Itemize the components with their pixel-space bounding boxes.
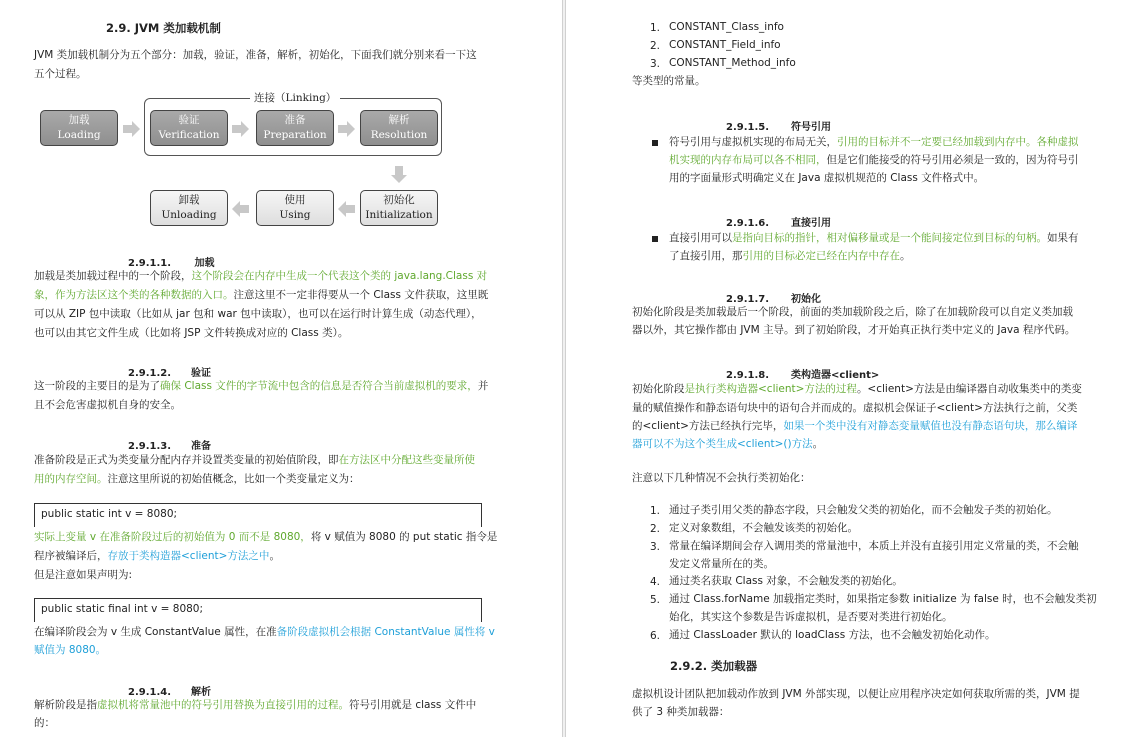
- paragraph-line: 虚拟机设计团队把加载动作放到 JVM 外部实现，以便让应用程序决定如何获取所需的类，JVM 提: [632, 688, 1080, 700]
- node-using: [256, 190, 334, 226]
- arrow-right-icon: [338, 121, 356, 137]
- node-unloading: [150, 190, 228, 226]
- node-loading: [40, 110, 118, 146]
- list-item: 1.: [650, 22, 661, 34]
- intro-line-1: JVM 类加载机制分为五个部分：加载，验证，准备，解析，初始化，下面我们就分别来看一下这: [34, 49, 477, 61]
- arrow-right-icon: [232, 121, 250, 137]
- list-item-text: 通过子类引用父类的静态字段，只会触发父类的初始化，而不会触发子类的初始化。: [669, 504, 1058, 516]
- paragraph-line: 这一阶段的主要目的是为了确保 Class 文件的字节流中包含的信息是否符合当前虚拟机的要求，并: [34, 380, 489, 392]
- paragraph-line: 用的字面量形式明确定义在 Java 虚拟机规范的 Class 文件格式中。: [669, 172, 985, 184]
- arrow-left-icon: [338, 201, 356, 217]
- section-title: 2.9. JVM 类加载机制: [106, 21, 221, 35]
- heading-number: 2.9.1.1.: [128, 258, 172, 269]
- list-item-text: 通过类名获取 Class 对象，不会触发类的初始化。: [669, 575, 903, 587]
- list-item: 3.: [650, 58, 661, 70]
- list-item: 1.: [650, 505, 661, 517]
- node-unloading-zh: 卸载: [178, 194, 200, 206]
- heading-class-loader: 2.9.2. 类加载器: [670, 659, 758, 673]
- paragraph-line: 解析阶段是指虚拟机将常量池中的符号引用替换为直接引用的过程。符号引用就是 class 文件中: [34, 699, 477, 711]
- paragraph-line: 加载是类加载过程中的一个阶段，这个阶段会在内存中生成一个代表这个类的 java.lang.Class 对: [34, 270, 488, 282]
- list-item: 2.: [650, 40, 661, 52]
- paragraph-line: 初始化阶段是类加载最后一个阶段，前面的类加载阶段之后，除了在加载阶段可以自定义类加载: [632, 306, 1073, 318]
- code-text: public static int v = 8080;: [41, 508, 178, 520]
- arrow-right-icon: [123, 121, 141, 137]
- heading-direct-reference: 2.9.1.6. 直接引用: [726, 218, 832, 229]
- node-using-zh: 使用: [284, 194, 306, 206]
- code-block: [34, 598, 482, 622]
- heading-initialization: 2.9.1.7. 初始化: [726, 294, 822, 305]
- paragraph-line: 的：: [34, 717, 55, 729]
- node-resolution: [360, 110, 438, 146]
- heading-title: 加载: [194, 258, 215, 269]
- arrow-left-icon: [232, 201, 250, 217]
- node-preparation-en: Preparation: [263, 129, 327, 141]
- heading-preparation: 2.9.1.3. 准备: [128, 441, 212, 452]
- node-using-en: Using: [279, 209, 311, 221]
- list-item-text: 定义对象数组，不会触发该类的初始化。: [669, 522, 858, 534]
- heading-resolution: 2.9.1.4. 解析: [128, 687, 212, 698]
- node-initialization-zh: 初始化: [383, 194, 415, 206]
- node-preparation-zh: 准备: [284, 114, 306, 126]
- heading-verification: 2.9.1.2. 验证: [128, 368, 212, 379]
- paragraph-line: 直接引用可以是指向目标的指针，相对偏移量或是一个能间接定位到目标的句柄。如果有: [669, 232, 1079, 244]
- node-loading-en: Loading: [57, 129, 101, 141]
- list-item-text-cont: 始化，其实这个参数是告诉虚拟机，是否要对类进行初始化。: [669, 611, 953, 623]
- arrow-down-icon: [391, 166, 407, 184]
- linking-label: 连接（Linking）: [250, 90, 340, 105]
- paragraph-line: 实际上变量 v 在准备阶段过后的初始值为 0 而不是 8080，将 v 赋值为 8080 的 put static 指令是: [34, 531, 498, 543]
- paragraph-line: 但是注意如果声明为:: [34, 569, 133, 581]
- paragraph-line: 等类型的常量。: [632, 75, 706, 87]
- paragraph-line: 机实现的内存布局可以各不相同，但是它们能接受的符号引用必须是一致的，因为符号引: [669, 154, 1079, 166]
- list-item: 5.: [650, 594, 661, 606]
- bullet-icon: [652, 140, 658, 146]
- list-item: 4.: [650, 576, 661, 588]
- paragraph-line: 赋值为 8080。: [34, 644, 107, 656]
- node-resolution-zh: 解析: [388, 114, 410, 126]
- paragraph-line: 准备阶段是正式为类变量分配内存并设置类变量的初始值阶段，即在方法区中分配这些变量所使: [34, 454, 475, 466]
- paragraph-line: 供了 3 种类加载器：: [632, 706, 730, 718]
- list-item-text: 通过 Class.forName 加载指定类时，如果指定参数 initialize 为 false 时，也不会触发类初: [669, 593, 1097, 605]
- left-page: [0, 0, 562, 737]
- paragraph-line: 在编译阶段会为 v 生成 ConstantValue 属性，在准备阶段虚拟机会根据 ConstantValue 属性将 v: [34, 626, 495, 638]
- code-text: public static final int v = 8080;: [41, 603, 204, 615]
- paragraph-line: 象，作为方法区这个类的各种数据的入口。注意这里不一定非得要从一个 Class 文件获取，这里既: [34, 289, 489, 301]
- node-initialization: [360, 190, 438, 226]
- heading-class-constructor: 2.9.1.8. 类构造器<client>: [726, 370, 880, 381]
- paragraph-line: 符号引用与虚拟机实现的布局无关，引用的目标并不一定要已经加载到内存中。各种虚拟: [669, 136, 1079, 148]
- paragraph-line: 的<client>方法已经执行完毕，如果一个类中没有对静态变量赋值也没有静态语句块，那么编译: [632, 420, 1078, 432]
- paragraph-line: 器以外，其它操作都由 JVM 主导。到了初始阶段，才开始真正执行类中定义的 Java 程序代码。: [632, 324, 1076, 336]
- paragraph-line: 用的内存空间。注意这里所说的初始值概念，比如一个类变量定义为：: [34, 473, 360, 485]
- list-item-text-cont: 发定义常量所在的类。: [669, 558, 774, 570]
- list-item-text: CONSTANT_Class_info: [669, 21, 784, 33]
- code-block: [34, 503, 482, 527]
- node-verification-zh: 验证: [178, 114, 200, 126]
- right-page: [566, 0, 1136, 737]
- list-item: 3.: [650, 541, 661, 553]
- paragraph-line: 了直接引用，那引用的目标必定已经在内存中存在。: [669, 250, 911, 262]
- list-item-text: CONSTANT_Field_info: [669, 39, 781, 51]
- list-item: 6.: [650, 630, 661, 642]
- list-item-text: 通过 ClassLoader 默认的 loadClass 方法，也不会触发初始化动作。: [669, 629, 996, 641]
- bullet-icon: [652, 236, 658, 242]
- paragraph-line: 且不会危害虚拟机自身的安全。: [34, 399, 181, 411]
- node-verification-en: Verification: [158, 129, 220, 141]
- intro-line-2: 五个过程。: [34, 68, 87, 80]
- paragraph-line: 量的赋值操作和静态语句块中的语句合并而成的。虚拟机会保证子<client>方法执行之前，父类: [632, 402, 1078, 414]
- paragraph-line: 初始化阶段是执行类构造器<client>方法的过程。<client>方法是由编译器自动收集类中的类变: [632, 383, 1082, 395]
- node-loading-zh: 加载: [68, 114, 90, 126]
- list-item-text: CONSTANT_Method_info: [669, 57, 796, 69]
- node-preparation: [256, 110, 334, 146]
- list-item: 2.: [650, 523, 661, 535]
- list-item-text: 常量在编译期间会存入调用类的常量池中，本质上并没有直接引用定义常量的类，不会触: [669, 540, 1079, 552]
- paragraph-line: 可以从 ZIP 包中读取（比如从 jar 包和 war 包中读取），也可以在运行时计算生成（动态代理），: [34, 308, 482, 320]
- paragraph-line: 程序被编译后，存放于类构造器<client>方法之中。: [34, 550, 280, 562]
- node-verification: [150, 110, 228, 146]
- heading-symbolic-reference: 2.9.1.5. 符号引用: [726, 122, 832, 133]
- paragraph-line: 注意以下几种情况不会执行类初始化：: [632, 472, 811, 484]
- node-unloading-en: Unloading: [161, 209, 217, 221]
- paragraph-line: 器可以不为这个类生成<client>()方法。: [632, 438, 824, 450]
- node-resolution-en: Resolution: [370, 129, 428, 141]
- paragraph-line: 也可以由其它文件生成（比如将 JSP 文件转换成对应的 Class 类）。: [34, 327, 349, 339]
- node-initialization-en: Initialization: [365, 209, 433, 221]
